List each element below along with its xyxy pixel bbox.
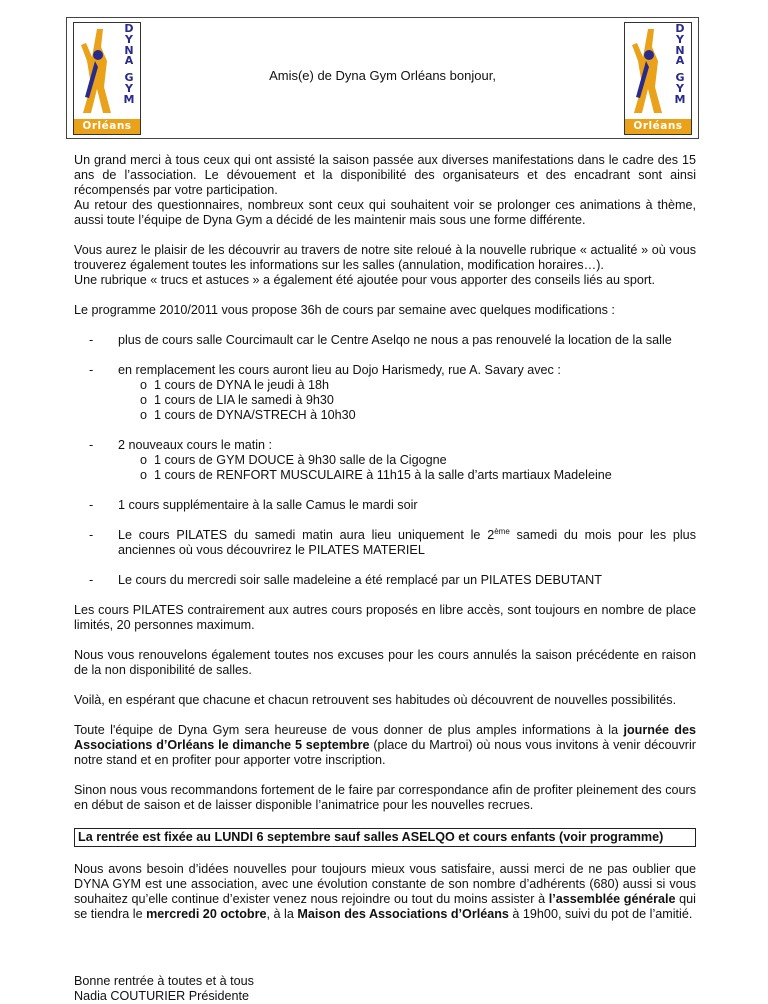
list-item [74,333,696,348]
superscript: ème [494,527,510,536]
paragraph-text: Nous avons besoin d’idées nouvelles pour toujours mieux vous satisfaire, aussi merci de ne pas oublier que DYNA GYM est une association, avec une évolution constante de son nombre d’adhérents (680) aussi si vous souhaitez qu’elle continue d’exister venez nous rejoindre ou tout du moins assister à [74,862,696,906]
list-item-text: Le cours PILATES du samedi matin aura lieu uniquement le 2 [118,528,495,542]
paragraph-apology: Nous vous renouvelons également toutes nos excuses pour les cours annulés la saison précédente en raison de la non disponibilité de salles. [74,648,696,677]
start-date-notice: La rentrée est fixée au LUNDI 6 septembre sauf salles ASELQO et cours enfants (voir programme) [74,828,696,847]
sub-list-item [118,468,696,483]
paragraph-associations-day [74,723,696,768]
bold-text: mercredi 20 octobre [146,907,267,921]
paragraph-program: Le programme 2010/2011 vous propose 36h de cours par semaine avec quelques modifications : [74,303,615,317]
bold-text: l’assemblée générale [548,892,676,906]
logo-letter: A [675,54,685,68]
logo-city: Orléans [74,119,140,134]
sub-bullet-marker: o [140,393,148,407]
paragraph-general-assembly [74,862,696,922]
list-item [74,573,696,588]
logo-city: Orléans [625,119,691,134]
paragraph-wish: Voilà, en espérant que chacune et chacun retrouvent ses habitudes où découvrent de nouvelles possibilités. [74,693,677,707]
bullet-dash: - [89,438,94,452]
sub-list-item-text: 1 cours de GYM DOUCE à 9h30 salle de la Cigogne [154,453,447,467]
paragraph-text: à 19h00, suivi du pot de l’amitié. [508,907,693,921]
list-item [74,498,696,513]
sub-list-item [118,408,696,423]
signature-name: Nadia COUTURIER Présidente [74,989,249,1003]
greeting: Amis(e) de Dyna Gym Orléans bonjour, [269,68,496,83]
list-item [74,363,696,423]
logo-letter: Y [676,81,684,95]
logo-letter: G [675,71,685,85]
gymnast-figure-icon [628,27,670,115]
list-item-text: 2 nouveaux cours le matin : [118,438,273,452]
logo-letter: A [124,54,134,68]
logo-letter: D [124,22,134,35]
logo-letter: M [123,92,135,106]
sub-list-item-text: 1 cours de RENFORT MUSCULAIRE à 11h15 à la salle d’arts martiaux Madeleine [154,468,612,482]
paragraph-text: Toute l'équipe de Dyna Gym sera heureuse de vous donner de plus amples informations à la [74,723,624,737]
sub-bullet-marker: o [140,408,148,422]
bold-text: journée des Associations d’Orléans le dimanche 5 septembre [74,723,697,752]
sub-list-item-text: 1 cours de DYNA le jeudi à 18h [154,378,330,392]
list-item-text: plus de cours salle Courcimault car le Centre Aselqo ne nous a pas renouvelé la location de la salle [118,333,672,347]
paragraph-text: Au retour des questionnaires, nombreux sont ceux qui souhaitent voir se prolonger ces animations à thème, aussi toute l’équipe de Dyna Gym a décidé de les maintenir mais sous une forme différente. [74,198,696,227]
paragraph-text: , à la [266,907,298,921]
sub-list-item-text: 1 cours de DYNA/STRECH à 10h30 [154,408,356,422]
paragraph-correspondence: Sinon nous vous recommandons fortement de le faire par correspondance afin de profiter pleinement des cours en début de saison et de laisser disponible l’animatrice pour les nouvelles recrues. [74,783,696,812]
bullet-dash: - [89,573,94,587]
list-item-text: samedi du mois pour les plus anciennes où vous découvrirez le PILATES MATERIEL [118,528,696,557]
sub-bullet-marker: o [140,378,148,392]
list-item [74,528,696,558]
list-item-text: 1 cours supplémentaire à la salle Camus le mardi soir [118,498,418,512]
sub-list-item [118,393,696,408]
bullet-dash: - [89,498,94,512]
paragraph-pilates: Les cours PILATES contrairement aux autres cours proposés en libre accès, sont toujours en nombre de place limités, 20 personnes maximum. [74,603,696,632]
logo-letter: M [674,92,686,106]
sub-bullet-marker: o [140,468,148,482]
letter-header [66,17,699,139]
sub-bullet-marker: o [140,453,148,467]
logo-letter: Y [676,32,684,46]
logo-letter: N [675,43,685,57]
paragraph-text: (place du Martroi) où nous vous invitons à venir découvrir notre stand et en profiter pour apporter votre inscription. [74,738,696,767]
list-item-text: Le cours du mercredi soir salle madeleine a été remplacé par un PILATES DEBUTANT [118,573,602,587]
paragraph-text: Vous aurez le plaisir de les découvrir au travers de notre site reloué à la nouvelle rubrique « actualité » où vous trouverez également toutes les informations sur les salles (annulation, modification horaires…). [74,243,696,272]
paragraph-text: Un grand merci à tous ceux qui ont assisté la saison passée aux diverses manifestations dans le cadre des 15 ans de l’association. Le dévouement et la disponibilité des organisateurs et des encadrant sont ainsi récompensés par votre participation. [74,153,696,197]
list-item-text: en remplacement les cours auront lieu au Dojo Harismedy, rue A. Savary avec : [118,363,561,377]
letter-body [74,153,696,1004]
signature-block [74,974,696,1004]
logo-letter: Y [125,81,133,95]
logo-letter: G [124,71,134,85]
bold-text: Maison des Associations d’Orléans [297,907,509,921]
sub-list-item [118,453,696,468]
paragraph-text: qui se tiendra le [74,892,696,921]
dyna-gym-logo-right [624,22,692,135]
paragraph-text: Une rubrique « trucs et astuces » a également été ajoutée pour vous apporter des conseils liés au sport. [74,273,656,287]
bullet-dash: - [89,363,94,377]
list-item [74,438,696,483]
logo-letter: D [675,22,685,35]
paragraph-thanks [74,153,696,228]
sub-list-item-text: 1 cours de LIA le samedi à 9h30 [154,393,334,407]
bullet-dash: - [89,528,94,542]
sub-list-item [118,378,696,393]
bullet-dash: - [89,333,94,347]
paragraph-website [74,243,696,288]
logo-letter: N [124,43,134,57]
logo-letter: Y [125,32,133,46]
signature-closing: Bonne rentrée à toutes et à tous [74,974,254,988]
